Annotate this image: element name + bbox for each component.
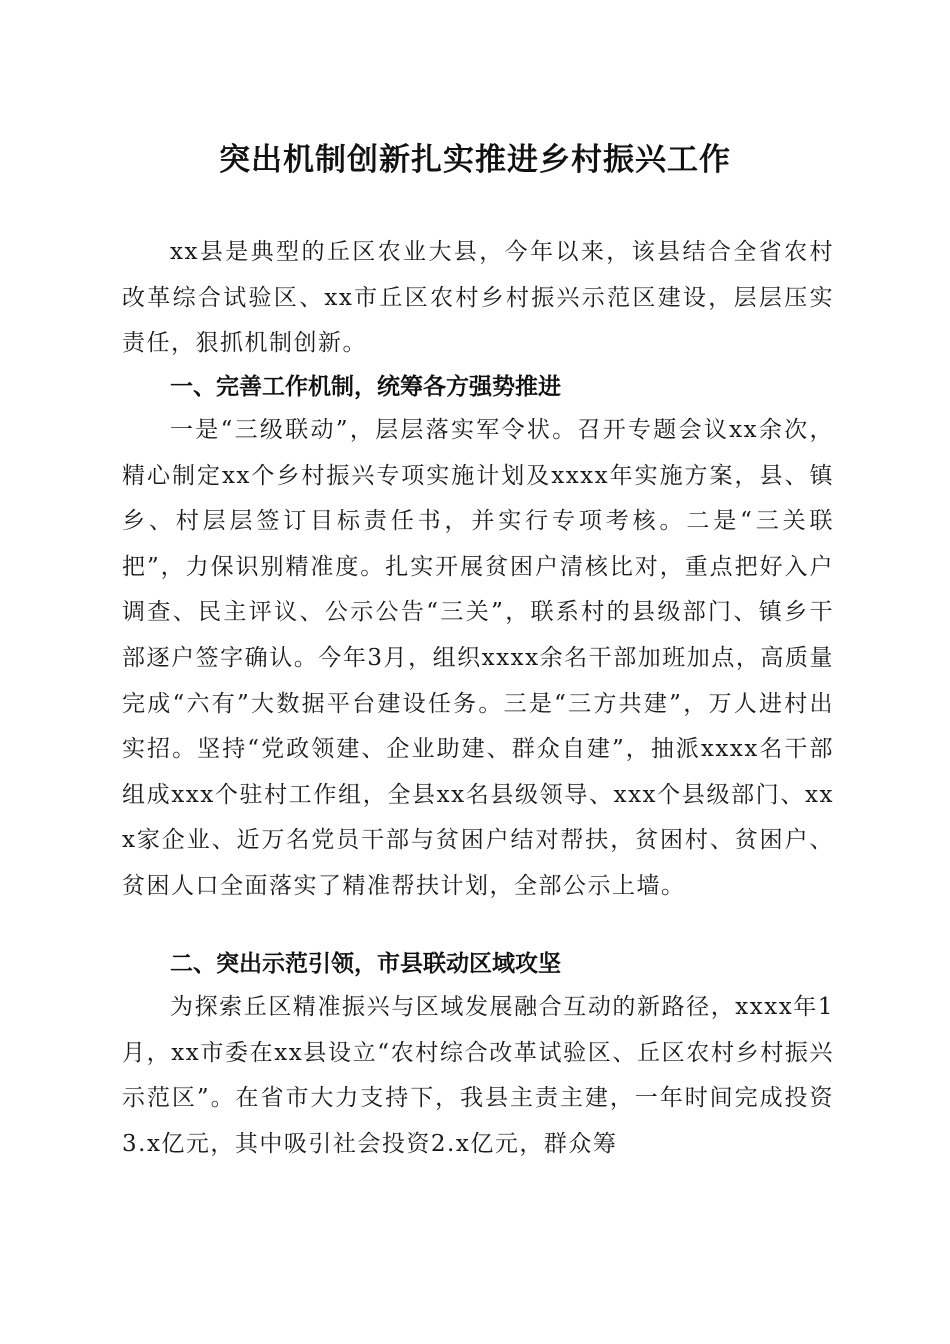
- document-title: 突出机制创新扎实推进乡村振兴工作: [219, 142, 731, 178]
- section-body-1: 一是“三级联动”，层层落实军令状。召开专题会议xx余次，精心制定xx个乡村振兴专项实施计划及xxxx年实施方案，县、镇乡、村层层签订目标责任书，并实行专项考核。二是“三关联把”，力保识别精准度。扎实开展贫困户清核比对，重点把好入户调查、民主评议、公示公告“三关”，联系村的县级部门、镇乡干部逐户签字确认。今年3月，组织xxxx余名干部加班加点，高质量完成“六有”大数据平台建设任务。三是“三方共建”，万人进村出实招。坚持“党政领建、企业助建、群众自建”，抽派xxxx名干部组成xxx个驻村工作组，全县xx名县级领导、xxx个县级部门、xxx家企业、近万名党员干部与贫困户结对帮扶，贫困村、贫困户、贫困人口全面落实了精准帮扶计划，全部公示上墙。: [122, 417, 834, 899]
- section-body-2: 为探索丘区精准振兴与区域发展融合互动的新路径，xxxx年1月，xx市委在xx县设立“农村综合改革试验区、丘区农村乡村振兴示范区”。在省市大力支持下，我县主责主建，一年时间完成投资3.x亿元，其中吸引社会投资2.x亿元，群众筹: [122, 994, 834, 1157]
- section-heading-1: 一、完善工作机制，统筹各方强势推进: [170, 374, 561, 400]
- section-heading-2: 二、突出示范引领，市县联动区域攻坚: [170, 951, 561, 977]
- intro-paragraph: xx县是典型的丘区农业大县，今年以来，该县结合全省农村改革综合试验区、xx市丘区农村乡村振兴示范区建设，层层压实责任，狠抓机制创新。: [122, 239, 834, 357]
